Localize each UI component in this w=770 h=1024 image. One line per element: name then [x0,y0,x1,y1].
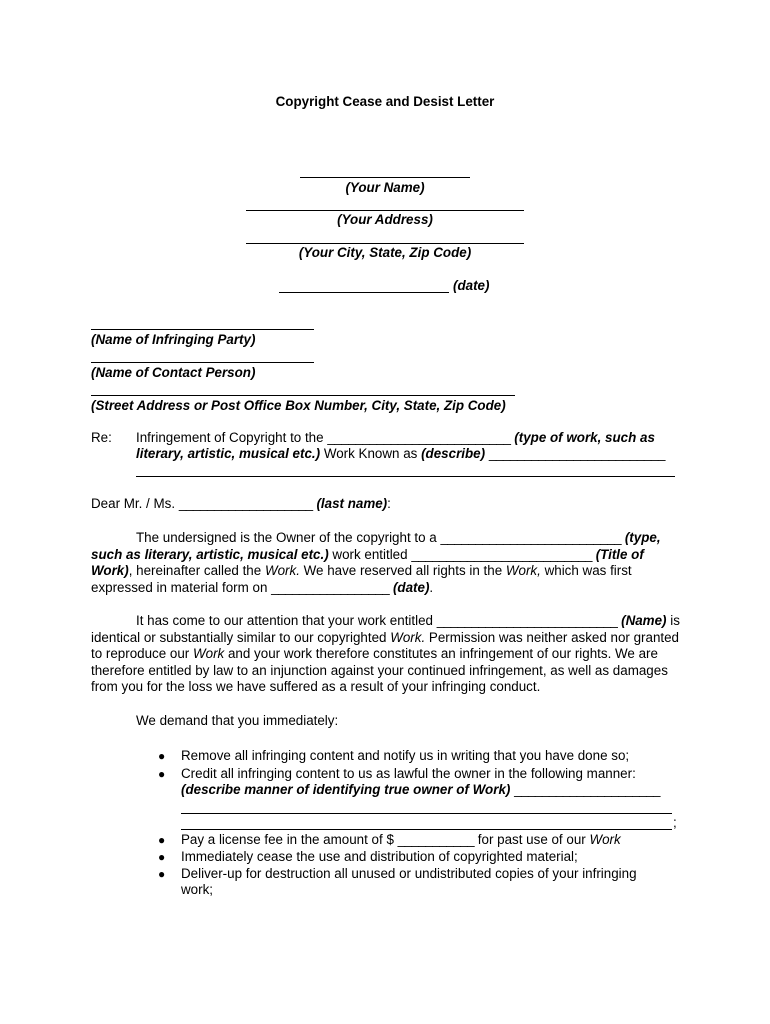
bullet-icon: ● [158,850,166,864]
p1-blank-1: __________________________ [440,530,622,545]
license-text-2: for past use of our [477,832,586,847]
p1-title-of-work: (Title of Work) [91,546,644,578]
credit-line-3 [181,813,672,814]
salutation-blank: ___________________ [178,496,313,511]
salutation-colon: : [387,496,391,511]
paragraph-infringement [91,613,681,696]
p1-blank-3: _________________ [271,579,390,595]
license-text: Pay a license fee in the amount of $ [181,832,394,847]
p2-text-3: Permission was neither asked nor granted to reproduce our [91,629,680,661]
bullet-icon: ● [158,867,166,881]
paragraph-ownership [91,530,681,596]
p2-blank-1: __________________________ [436,613,618,628]
contact-person-label: (Name of Contact Person) [91,365,256,380]
p1-date: (date) [392,579,430,595]
p2-text-1: It has come to our attention that your work entitled [136,613,433,628]
infringing-party-label: (Name of Infringing Party) [91,332,256,347]
p2-work-2: Work [193,646,225,661]
your-name-line [300,177,470,178]
bullet-credit-line-2 [181,782,660,799]
date-label: (date) [453,278,490,293]
p1-work-2: Work, [505,563,541,578]
your-name-label: (Your Name) [345,180,425,195]
bullet-deliver-up: Deliver-up for destruction all unused or undistributed copies of your infringing [181,866,637,881]
re-label: Re: [91,430,112,445]
salutation [91,496,391,511]
demand-intro: We demand that you immediately: [136,713,339,728]
re-text-1: Infringement of Copyright to the [136,430,324,445]
infringing-party-line [91,329,314,330]
p2-text-2: is identical or substantially similar to our copyrighted [91,613,680,645]
re-bold-2: literary, artistic, musical etc.) [136,446,321,461]
credit-blank: _____________________ [514,782,660,797]
bullet-license-fee [181,832,621,849]
street-address-line [91,395,515,396]
re-describe: (describe) [421,446,486,461]
street-address-label: (Street Address or Post Office Box Number, City, State, Zip Code) [91,398,506,413]
re-line-3 [136,476,675,477]
p2-work-1: Work. [390,629,426,645]
p2-text-4: and your work therefore constitutes an infringement of our rights. We are therefore entitled by law to an injunction against your continued infringement, as well as damages from you for the loss we have suffered as a result of your infringing conduct. [91,646,668,694]
bullet-icon: ● [158,833,166,847]
contact-person-line [91,362,314,363]
p1-type: (type, such as literary, artistic, musical etc.) [91,530,661,562]
bullet-icon: ● [158,767,166,781]
document-title: Copyright Cease and Desist Letter [275,94,495,109]
bullet-deliver-up-line-2: work; [181,882,213,897]
p1-text-3: , hereinafter called the [128,563,262,578]
p2-name: (Name) [621,613,667,628]
re-bold-1: (type of work, such as [514,430,655,445]
re-blank-1: __________________________ [327,430,511,445]
date-blank [279,278,447,293]
p1-period: . [429,579,434,595]
credit-line-4 [181,829,672,830]
p1-text-4: We have reserved all rights in the [303,563,503,578]
p1-blank-2: __________________________ [411,546,592,562]
p1-text-5: which was first expressed in material form on [91,563,632,595]
bullet-credit-content: Credit all infringing content to us as lawful the owner in the following manner: [181,766,636,781]
re-text-2: Work Known as [323,446,418,461]
re-line-2 [136,446,665,463]
p1-text-2: work entitled [332,546,408,562]
re-blank-2: _________________________ [488,446,666,461]
p1-work-1: Work. [264,563,300,578]
your-city-label: (Your City, State, Zip Code) [298,245,472,260]
re-line-1 [136,430,655,447]
credit-semicolon: ; [673,815,677,830]
credit-describe: (describe manner of identifying true owner of Work) [181,782,511,797]
your-address-label: (Your Address) [337,212,433,227]
p1-text-1: The undersigned is the Owner of the copyright to a [136,530,437,545]
bullet-cease-use: Immediately cease the use and distribution of copyrighted material; [181,849,578,864]
salutation-last-name: (last name) [316,496,388,511]
your-address-line [246,210,524,211]
your-city-line [246,243,524,244]
license-blank: ___________ [397,832,475,847]
bullet-remove-content: Remove all infringing content and notify us in writing that you have done so; [181,748,630,763]
salutation-text: Dear Mr. / Ms. [91,496,176,511]
bullet-icon: ● [158,749,166,763]
license-work: Work [589,832,621,847]
